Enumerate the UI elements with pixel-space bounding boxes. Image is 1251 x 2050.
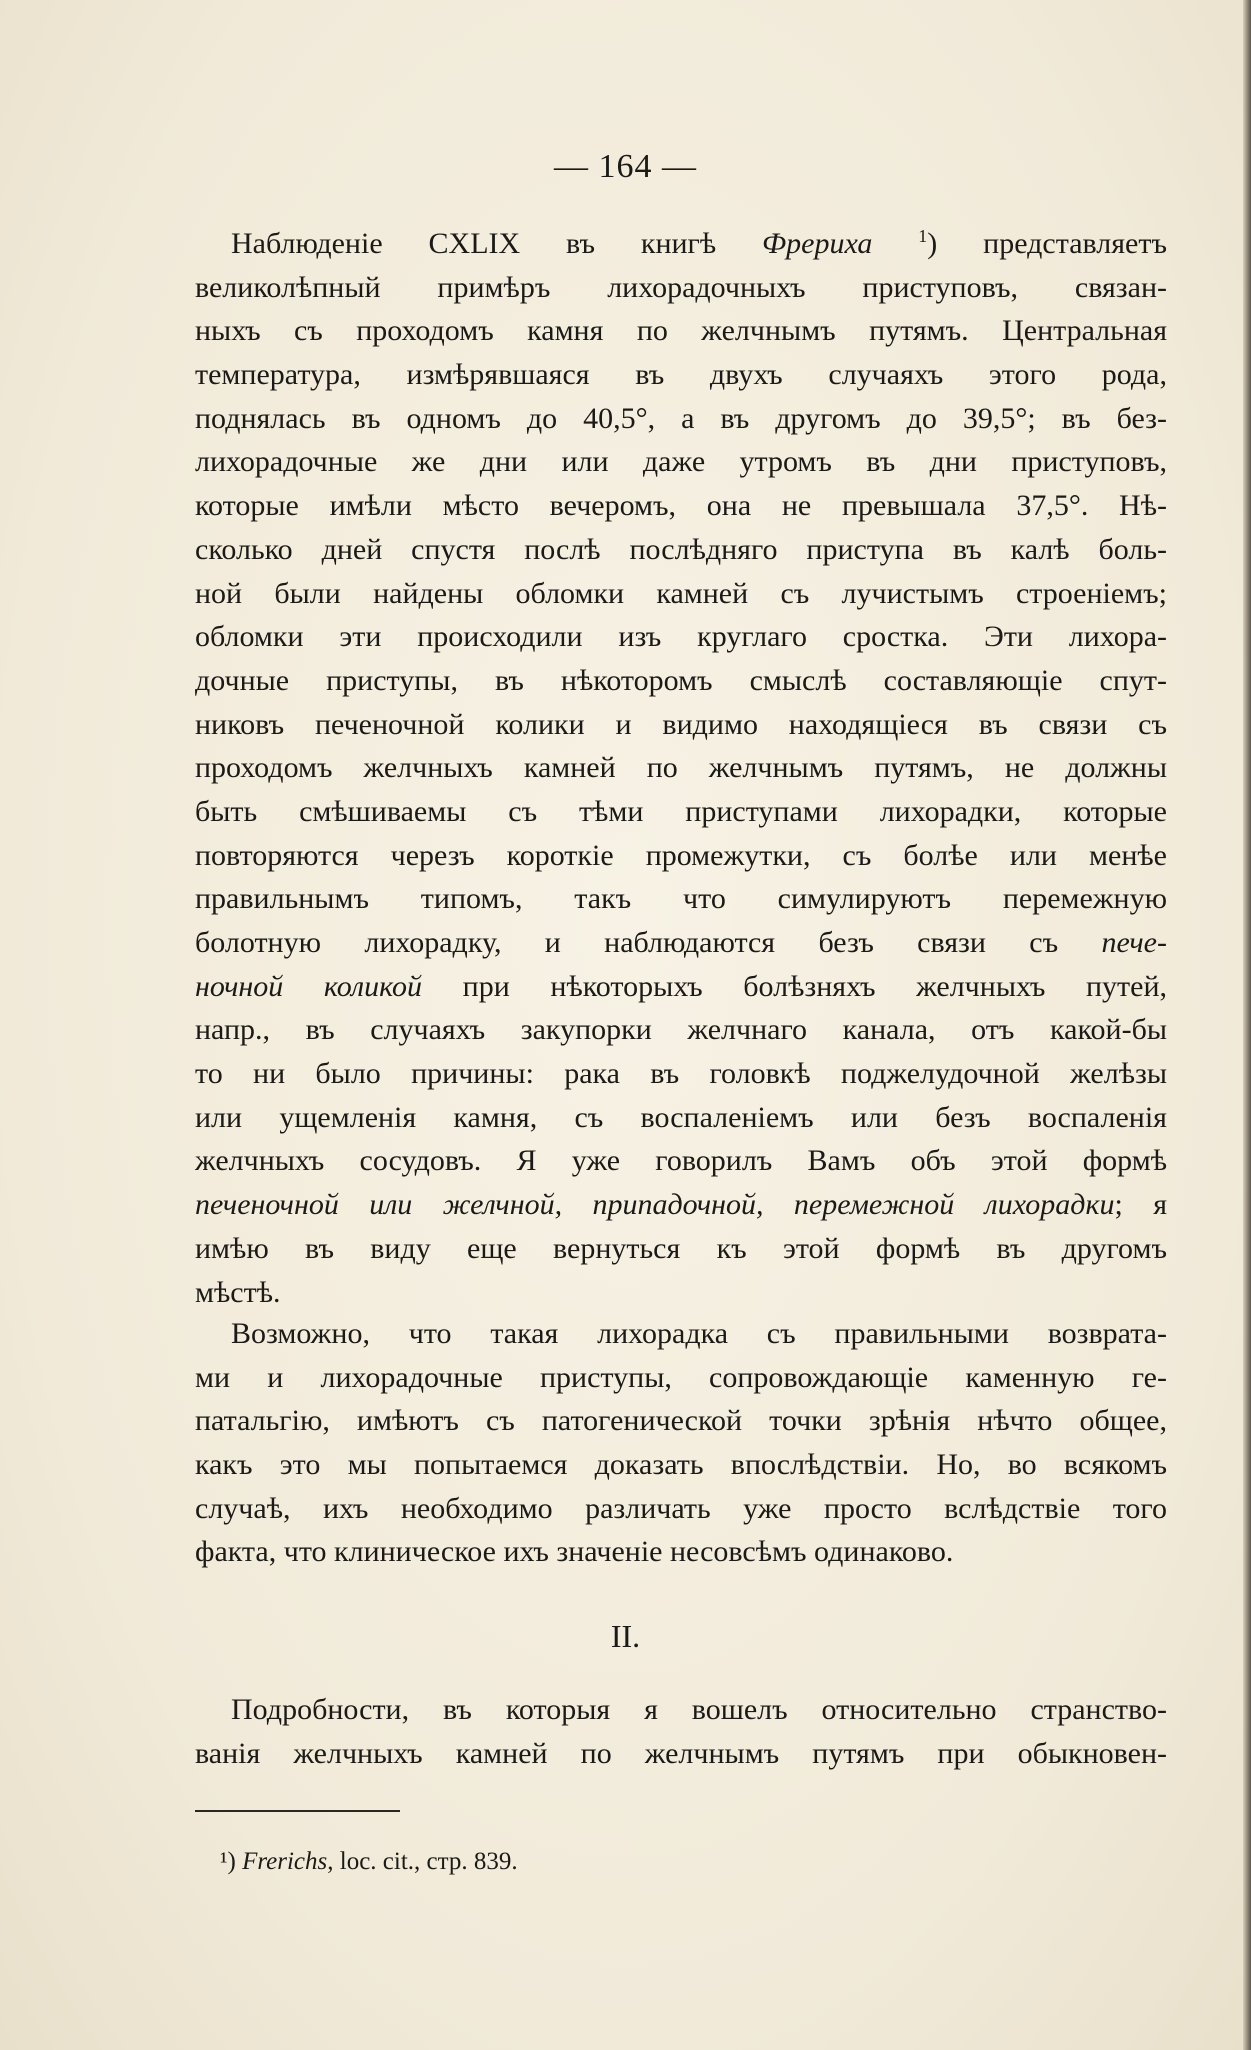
text-line: Наблюденіе CXLIX въ книгѣ Фрериха $^1$) представляетъ bbox=[231, 226, 1167, 260]
text-line: Подробности, въ которыя я вошелъ относительно странство- bbox=[231, 1693, 1167, 1726]
text-line: лихорадочные же дни или даже утромъ въ дни приступовъ, bbox=[195, 445, 1167, 479]
footnote bbox=[220, 1848, 518, 1876]
text-line: ми и лихорадочные приступы, сопровождающіе каменную ге- bbox=[195, 1360, 1167, 1394]
paragraph-observation bbox=[195, 222, 1167, 1314]
text-line: температура, измѣрявшаяся въ двухъ случаяхъ этого рода, bbox=[195, 358, 1167, 392]
text-line: ванія желчныхъ камней по желчнымъ путямъ при обыкновен- bbox=[195, 1736, 1167, 1770]
text-line: Возможно, что такая лихорадка съ правильными возврата- bbox=[231, 1317, 1167, 1350]
text-line: факта, что клиническое ихъ значеніе несовсѣмъ одинаково. bbox=[195, 1535, 954, 1569]
footnote-divider bbox=[195, 1810, 400, 1812]
text-line: сколько дней спустя послѣ послѣдняго приступа въ калѣ боль- bbox=[195, 532, 1167, 566]
text-line: которые имѣли мѣсто вечеромъ, она не превышала 37,5°. Нѣ- bbox=[195, 489, 1167, 523]
text-line: какъ это мы попытаемся доказать впослѣдствіи. Но, во всякомъ bbox=[195, 1448, 1167, 1482]
text-line: ной были найдены обломки камней съ лучистымъ строеніемъ; bbox=[195, 576, 1167, 610]
text-line: ныхъ съ проходомъ камня по желчнымъ путямъ. Центральная bbox=[195, 314, 1167, 348]
footnote-reference-text: , loc. cit., стр. 839. bbox=[327, 1848, 518, 1875]
text-line: мѣстѣ. bbox=[195, 1275, 281, 1309]
footnote-marker: ¹) bbox=[220, 1848, 243, 1875]
section-heading: II. bbox=[610, 1618, 641, 1654]
text-line: то ни было причины: рака въ головкѣ поджелудочной желѣзы bbox=[195, 1057, 1167, 1091]
footnote-reference: 1 bbox=[918, 226, 928, 246]
text-line: великолѣпный примѣръ лихорадочныхъ приступовъ, связан- bbox=[195, 270, 1167, 304]
text-line: болотную лихорадку, и наблюдаются безъ связи съ пече- bbox=[195, 926, 1167, 959]
text-line: имѣю въ виду еще вернуться къ этой формѣ въ другомъ bbox=[195, 1231, 1167, 1265]
text-line: печеночной или желчной, припадочной, перемежной лихорадки; я bbox=[195, 1188, 1167, 1222]
text-line: патальгію, имѣютъ съ патогенической точки зрѣнія нѣчто общее, bbox=[195, 1404, 1167, 1438]
text-line: напр., въ случаяхъ закупорки желчнаго канала, отъ какой-бы bbox=[195, 1013, 1167, 1047]
page-number: — 164 — bbox=[554, 148, 697, 185]
text-line: дочные приступы, въ нѣкоторомъ смыслѣ составляющіе спут- bbox=[195, 663, 1167, 697]
text-line: повторяются черезъ короткіе промежутки, съ болѣе или менѣе bbox=[195, 838, 1167, 872]
text-line: или ущемленія камня, съ воспаленіемъ или безъ воспаленія bbox=[195, 1100, 1167, 1134]
text-line: поднялась въ одномъ до 40,5°, а въ другомъ до 39,5°; въ без- bbox=[195, 401, 1167, 435]
text-line: быть смѣшиваемы съ тѣми приступами лихорадки, которые bbox=[195, 794, 1167, 828]
footnote-author: Frerichs bbox=[242, 1848, 328, 1875]
text-line: ночной коликой при нѣкоторыхъ болѣзняхъ желчныхъ путей, bbox=[195, 969, 1168, 1003]
text-line: проходомъ желчныхъ камней по желчнымъ путямъ, не должны bbox=[195, 751, 1167, 785]
paragraph-details bbox=[195, 1688, 1167, 1775]
text-line: правильнымъ типомъ, такъ что симулируютъ перемежную bbox=[195, 882, 1167, 916]
paragraph-comparison bbox=[195, 1312, 1167, 1574]
text-line: желчныхъ сосудовъ. Я уже говорилъ Вамъ объ этой формѣ bbox=[195, 1144, 1167, 1178]
text-line: случаѣ, ихъ необходимо различать уже просто вслѣдствіе того bbox=[195, 1491, 1167, 1525]
text-line: обломки эти происходили изъ круглаго сростка. Эти лихора- bbox=[195, 620, 1167, 654]
text-line: никовъ печеночной колики и видимо находящіеся въ связи съ bbox=[195, 707, 1167, 741]
book-spine-edge bbox=[1243, 0, 1251, 2050]
